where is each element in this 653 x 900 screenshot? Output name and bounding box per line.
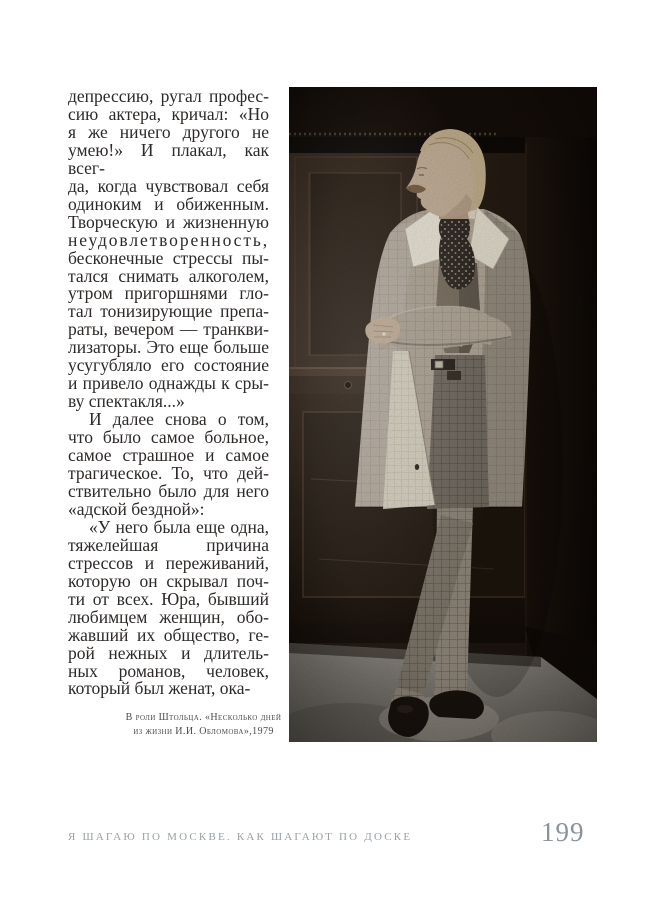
text-line: депрессию, ругал профес-	[68, 86, 269, 106]
text-line: и привело однажды к сры-	[68, 373, 269, 394]
caption-line: из жизни И.И. Обломова»,1979	[133, 725, 274, 737]
text-line: трагическое. То, что дей-	[68, 463, 269, 484]
text-line: И далее снова о том,	[89, 409, 269, 430]
film-grain-overlay	[289, 87, 597, 742]
text-line: да, когда чувствовал себя	[68, 175, 269, 196]
body-text	[68, 88, 269, 698]
text-line: ных романов, человек,	[68, 660, 269, 681]
text-line: ву спектакля...»	[68, 391, 185, 412]
text-line: жавший их общество, ге-	[68, 624, 269, 645]
text-line: сию актера, кричал: «Но	[68, 103, 269, 124]
stolz-photo-illustration	[289, 87, 597, 742]
text-line: я же ничего другого не	[68, 121, 269, 142]
text-line: бесконечные стрессы пы-	[68, 247, 269, 268]
text-line: который был женат, ока-	[68, 678, 251, 699]
text-line: которую он скрывал поч-	[68, 570, 269, 591]
text-line: любимцем женщин, обо-	[68, 606, 269, 627]
page-number: 199	[541, 817, 585, 847]
text-line: тяжелейшая причина	[68, 534, 269, 555]
text-line: тал тонизирующие препа-	[68, 301, 269, 322]
text-line: ти от всех. Юра, бывший	[68, 588, 269, 609]
text-line: рой нежных и длитель-	[68, 642, 269, 663]
photo	[289, 87, 597, 742]
text-line: тался снимать алкоголем,	[68, 265, 269, 286]
text-line: самое страшное и самое	[68, 445, 269, 466]
caption-line: В роли Штольца. «Несколько дней	[125, 712, 282, 723]
text-line: раты, вечером — транкви-	[68, 319, 269, 340]
text-line: что было самое больное,	[68, 427, 269, 448]
text-line: «У него была еще одна,	[89, 516, 269, 537]
text-line: усугубляло его состояние	[68, 355, 269, 376]
text-line: стрессов и переживаний,	[68, 552, 269, 573]
text-line: лизаторы. Это еще больше	[68, 337, 269, 358]
text-line: Творческую и жизненную	[68, 211, 269, 232]
text-line: неудовлетворенность,	[68, 229, 269, 250]
text-line: одиноким и обиженным.	[68, 193, 269, 214]
photo-caption	[101, 711, 306, 738]
text-line: ствительно было для него	[68, 480, 269, 501]
text-line: «адской бездной»:	[68, 498, 205, 519]
text-line: умею!» И плакал, как всег-	[68, 139, 269, 178]
running-title: Я ШАГАЮ ПО МОСКВЕ. КАК ШАГАЮТ ПО ДОСКЕ	[68, 831, 413, 843]
text-line: утром пригоршнями гло-	[68, 283, 269, 304]
